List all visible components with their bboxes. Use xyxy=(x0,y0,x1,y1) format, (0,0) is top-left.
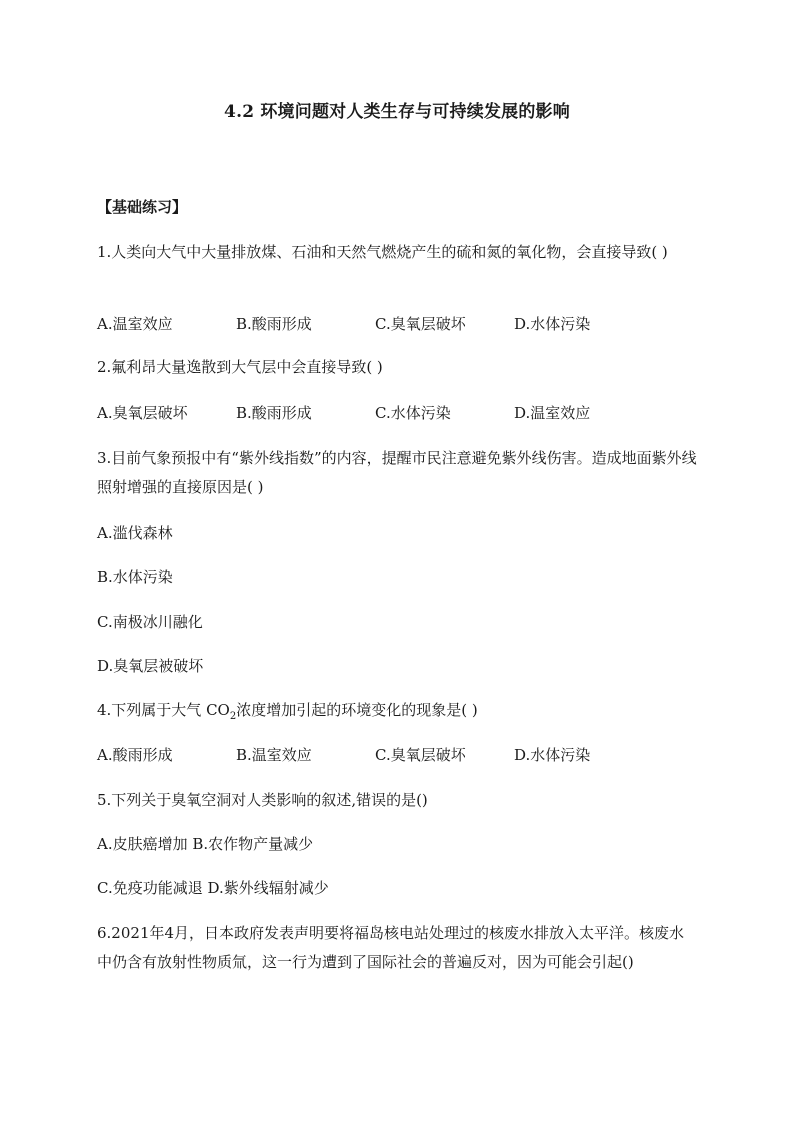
question-3-option-c[interactable]: C.南极冰川融化 xyxy=(97,613,203,631)
question-2-option-c[interactable]: C.水体污染 xyxy=(375,404,451,422)
question-2-option-d[interactable]: D.温室效应 xyxy=(514,404,591,422)
question-4-option-a[interactable]: A.酸雨形成 xyxy=(97,746,173,764)
question-1-option-c[interactable]: C.臭氧层破坏 xyxy=(375,315,466,333)
question-3-option-a[interactable]: A.滥伐森林 xyxy=(97,524,173,542)
question-4-option-b[interactable]: B.温室效应 xyxy=(236,746,312,764)
question-4-stem-subscript: 2 xyxy=(229,711,237,722)
question-3-stem: 3.目前气象预报中有“紫外线指数”的内容，提醒市民注意避免紫外线伤害。造成地面紫外线照射增强的直接原因是( ) xyxy=(97,449,697,496)
question-4-stem-pre: 4.下列属于大气 CO xyxy=(97,701,230,719)
question-4-option-d[interactable]: D.水体污染 xyxy=(514,746,591,764)
question-5-stem: 5.下列关于臭氧空洞对人类影响的叙述,错误的是() xyxy=(97,791,428,809)
question-4-stem xyxy=(97,696,697,725)
page-title: 4.2 环境问题对人类生存与可持续发展的影响 xyxy=(224,102,570,122)
question-6-stem: 6.2021年4月，日本政府发表声明要将福岛核电站处理过的核废水排放入太平洋。核废水中仍含有放射性物质氚，这一行为遭到了国际社会的普遍反对，因为可能会引起() xyxy=(97,924,685,971)
question-4-option-c[interactable]: C.臭氧层破坏 xyxy=(375,746,466,764)
question-1-stem: 1.人类向大气中大量排放煤、石油和天然气燃烧产生的硫和氮的氧化物，会直接导致( ) xyxy=(97,243,668,261)
question-1-option-a[interactable]: A.温室效应 xyxy=(97,315,173,333)
question-5-options-line-2[interactable]: C.免疫功能减退 D.紫外线辐射减少 xyxy=(97,879,329,897)
question-3-option-b[interactable]: B.水体污染 xyxy=(97,568,173,586)
section-heading: 【基础练习】 xyxy=(97,198,188,216)
question-3-option-d[interactable]: D.臭氧层被破坏 xyxy=(97,657,204,675)
question-4-stem-post: 浓度增加引起的环境变化的现象是( ) xyxy=(236,701,478,719)
question-1-option-b[interactable]: B.酸雨形成 xyxy=(236,315,312,333)
question-2-option-a[interactable]: A.臭氧层破坏 xyxy=(97,404,188,422)
question-2-option-b[interactable]: B.酸雨形成 xyxy=(236,404,312,422)
question-5-options-line-1[interactable]: A.皮肤癌增加 B.农作物产量减少 xyxy=(97,835,314,853)
question-2-stem: 2.氟利昂大量逸散到大气层中会直接导致( ) xyxy=(97,358,383,376)
question-1-option-d[interactable]: D.水体污染 xyxy=(514,315,591,333)
